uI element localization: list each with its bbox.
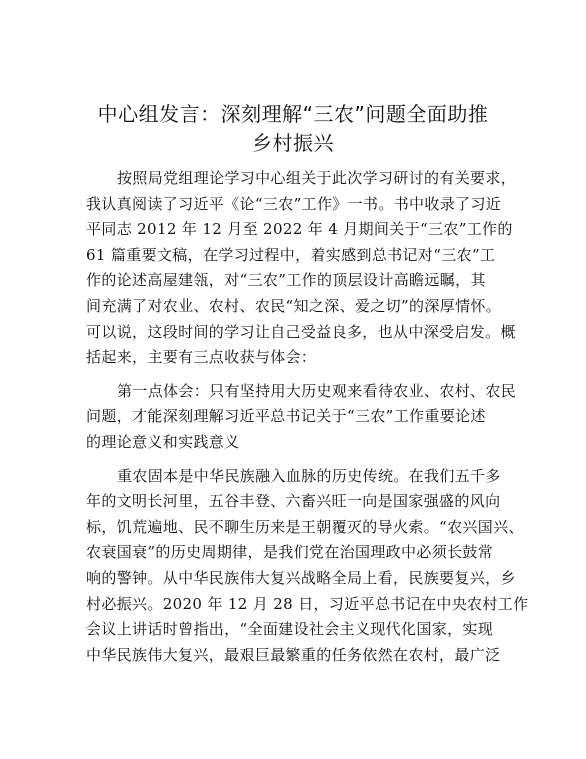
title-line-1: 中心组发言：深刻理解“三农”问题全面助推	[97, 102, 489, 126]
paragraph-line: 村必振兴。2020 年 12 月 28 日，习近平总书记在中央农村工作	[86, 594, 529, 613]
document-title	[80, 100, 506, 158]
paragraph-line: 中华民族伟大复兴，最艰巨最繁重的任务依然在农村，最广泛	[86, 645, 501, 664]
paragraph-1	[86, 166, 517, 371]
paragraph-line: 问题，才能深刻理解习近平总书记关于“三农”工作重要论述	[86, 407, 486, 426]
paragraph-line: 平同志 2012 年 12 月至 2022 年 4 月期间关于“三农”工作的	[86, 220, 513, 239]
title-line-2: 乡村振兴	[252, 131, 334, 155]
paragraph-line: 可以说，这段时间的学习让自己受益良多，也从中深受启发。概	[86, 322, 516, 341]
paragraph-line: 第一点体会：只有坚持用大历史观来看待农业、农村、农民	[117, 381, 517, 400]
paragraph-line: 间充满了对农业、农村、农民“知之深、爱之切”的深厚情怀。	[86, 296, 502, 315]
paragraph-line: 标，饥荒遍地、民不聊生历来是王朝覆灭的导火索。“农兴国兴、	[86, 517, 524, 536]
paragraph-2-heading	[86, 379, 517, 456]
paragraph-line: 作的论述高屋建瓴，对“三农”工作的顶层设计高瞻远瞩，其	[86, 271, 486, 290]
paragraph-line: 按照局党组理论学习中心组关于此次学习研讨的有关要求，	[117, 169, 517, 187]
paragraph-line: 61 篇重要文稿，在学习过程中，着实感到总书记对“三农”工	[86, 245, 496, 264]
paragraph-line: 响的警钟。从中华民族伟大复兴战略全局上看，民族要复兴，乡	[86, 568, 516, 587]
paragraph-line: 重农固本是中华民族融入血脉的历史传统。在我们五千多	[117, 466, 501, 485]
paragraph-line: 年的文明长河里，五谷丰登、六畜兴旺一向是国家强盛的风向	[86, 492, 501, 511]
paragraph-3	[86, 464, 529, 669]
paragraph-line: 会议上讲话时曾指出，“全面建设社会主义现代化国家，实现	[86, 620, 494, 639]
paragraph-line: 我认真阅读了习近平《论“三农”工作》一书。书中收录了习近	[86, 194, 502, 213]
document-body	[86, 166, 529, 668]
paragraph-line: 的理论意义和实践意义	[86, 432, 240, 451]
paragraph-line: 括起来，主要有三点收获与体会：	[86, 348, 317, 367]
paragraph-line: 农衰国衰”的历史周期律，是我们党在治国理政中必须长鼓常	[86, 543, 494, 562]
